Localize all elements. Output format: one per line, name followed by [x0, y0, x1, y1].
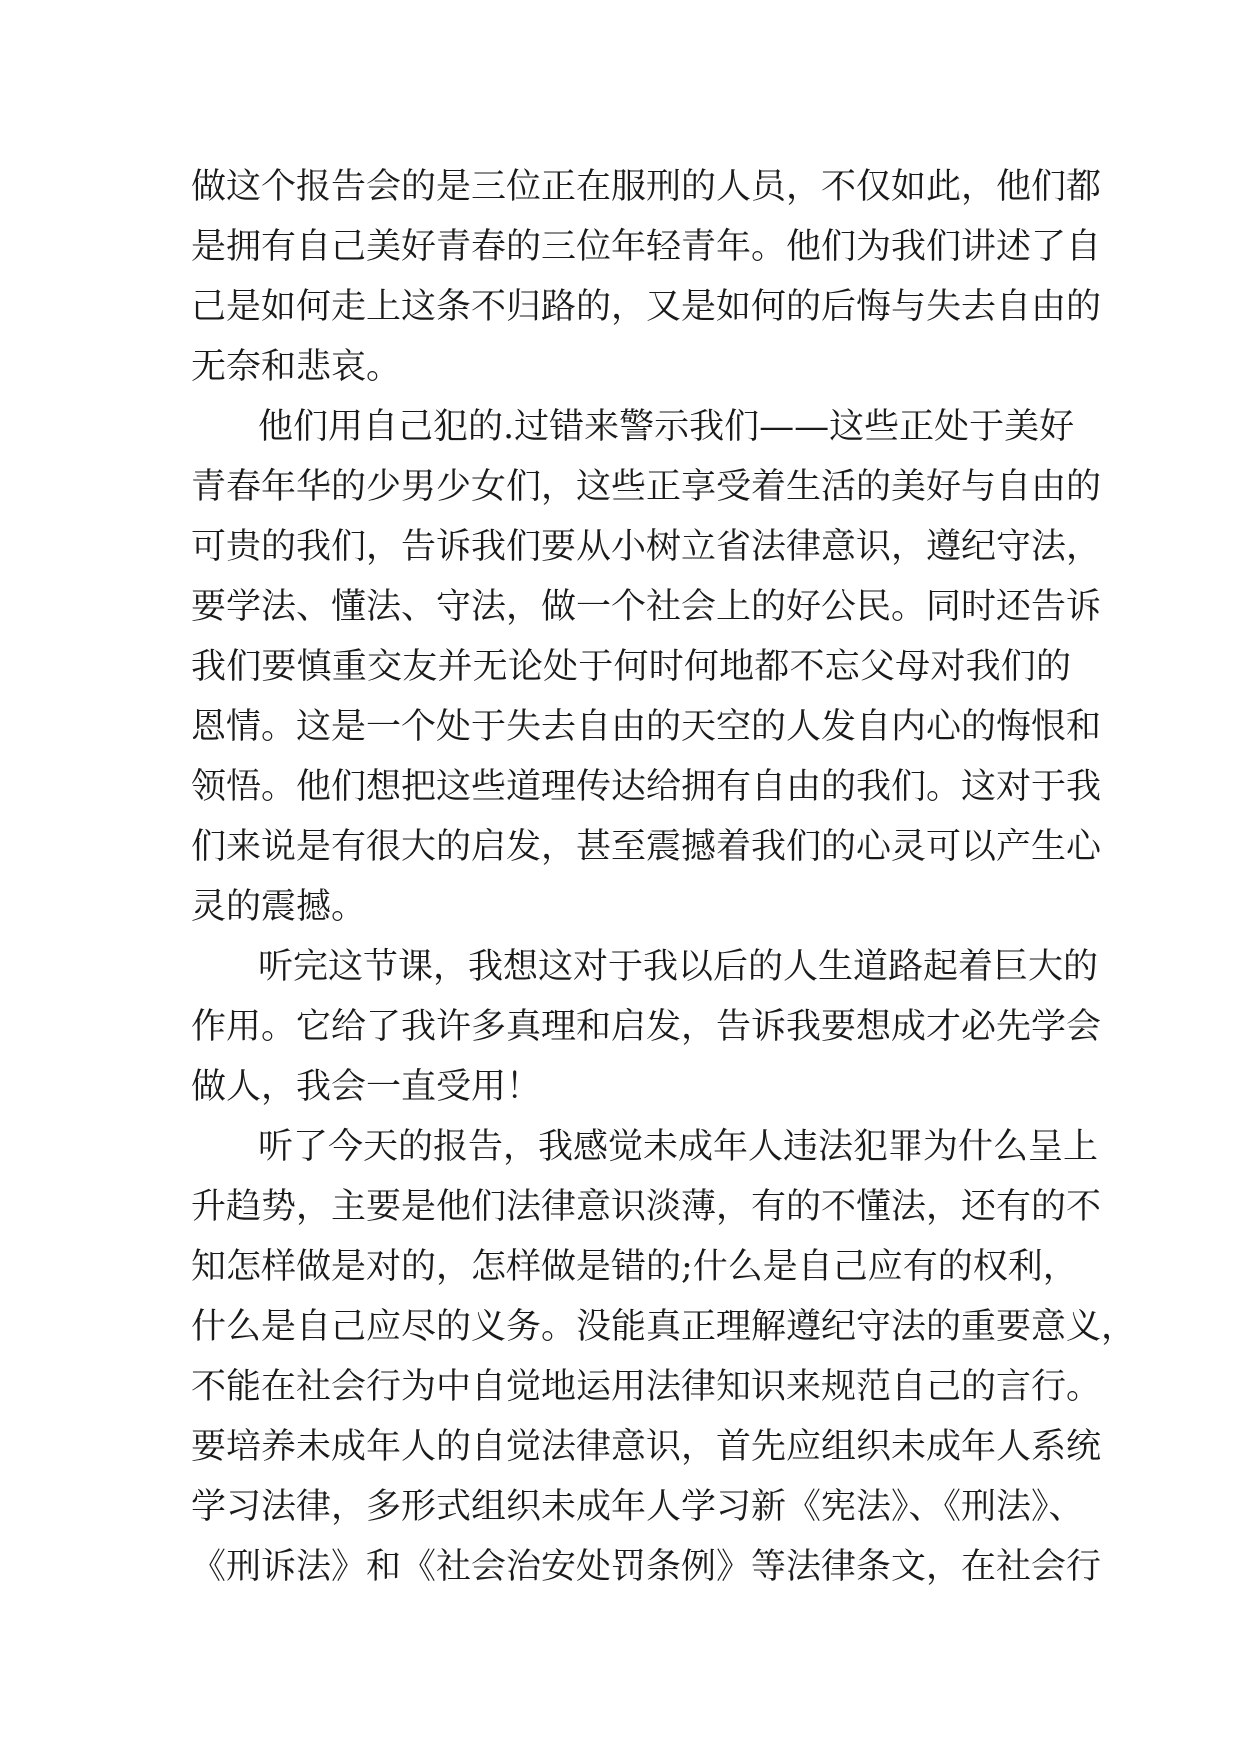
paragraph-1-line-4: 无奈和悲哀。 [191, 347, 402, 387]
paragraph-4-line-6: 要培养未成年人的自觉法律意识，首先应组织未成年人系统 [191, 1427, 1102, 1467]
paragraph-2-line-7: 领悟。他们想把这些道理传达给拥有自由的我们。这对于我 [191, 767, 1102, 807]
paragraph-4-line-8: 《刑诉法》和《社会治安处罚条例》等法律条文，在社会行 [191, 1547, 1102, 1587]
paragraph-3-line-2: 作用。它给了我许多真理和启发，告诉我要想成才必先学会 [191, 1007, 1102, 1047]
paragraph-3-line-1: 听完这节课，我想这对于我以后的人生道路起着巨大的 [258, 947, 1099, 987]
paragraph-4-line-3: 知怎样做是对的，怎样做是错的;什么是自己应有的权利， [191, 1247, 1078, 1287]
paragraph-3-line-3: 做人，我会一直受用！ [191, 1067, 542, 1107]
paragraph-2-line-5: 我们要慎重交友并无论处于何时何地都不忘父母对我们的 [191, 647, 1071, 687]
paragraph-4-line-2: 升趋势，主要是他们法律意识淡薄，有的不懂法，还有的不 [191, 1187, 1102, 1227]
paragraph-2-line-4: 要学法、懂法、守法，做一个社会上的好公民。同时还告诉 [191, 587, 1102, 627]
paragraph-4-line-7: 学习法律，多形式组织未成年人学习新《宪法》、《刑法》、 [191, 1487, 1084, 1527]
paragraph-2-line-1: 他们用自己犯的.过错来警示我们——这些正处于美好 [258, 407, 1075, 447]
paragraph-4-line-5: 不能在社会行为中自觉地运用法律知识来规范自己的言行。 [191, 1367, 1102, 1407]
paragraph-2-line-2: 青春年华的少男少女们，这些正享受着生活的美好与自由的 [191, 467, 1102, 507]
paragraph-1-line-1: 做这个报告会的是三位正在服刑的人员，不仅如此，他们都 [191, 167, 1102, 207]
paragraph-4-line-4: 什么是自己应尽的义务。没能真正理解遵纪守法的重要意义， [191, 1307, 1137, 1347]
paragraph-2-line-6: 恩情。这是一个处于失去自由的天空的人发自内心的悔恨和 [191, 707, 1102, 747]
paragraph-1-line-2: 是拥有自己美好青春的三位年轻青年。他们为我们讲述了自 [191, 227, 1102, 267]
paragraph-2-line-3: 可贵的我们，告诉我们要从小树立省法律意识，遵纪守法， [191, 527, 1102, 567]
paragraph-2-line-8: 们来说是有很大的启发，甚至震撼着我们的心灵可以产生心 [191, 827, 1102, 867]
paragraph-4-line-1: 听了今天的报告，我感觉未成年人违法犯罪为什么呈上 [258, 1127, 1099, 1167]
paragraph-2-line-9: 灵的震撼。 [191, 887, 367, 927]
paragraph-1-line-3: 己是如何走上这条不归路的，又是如何的后悔与失去自由的 [191, 287, 1102, 327]
